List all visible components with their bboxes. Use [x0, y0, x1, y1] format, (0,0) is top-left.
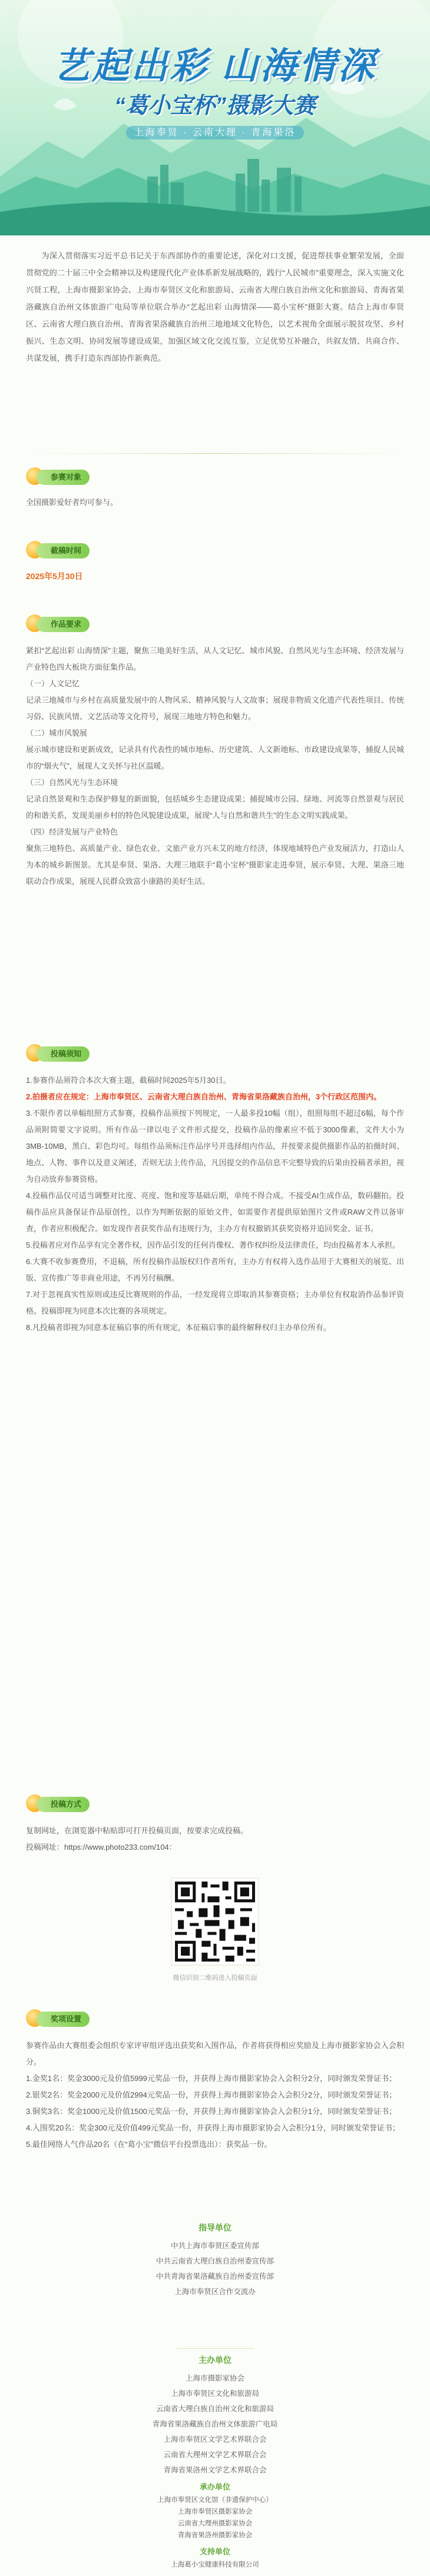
- intro-paragraph: 为深入贯彻落实习近平总书记关于东西部协作的重要论述，深化对口支援，促进帮扶事业繁荣发展，全面贯彻党的二十届三中全会精神以及构建现代化产业体系新发展战略的，践行“人民城市”重要理念，深入实施文化兴贤工程，上海市摄影家协会、上海市奉贤区文化和旅游局、云南省大理白族自治州文化和旅游局、青海省果洛藏族自治州文体旅游广电局等单位联合举办“艺起出彩 山海情深——葛小宝杯”摄影大赛。结合上海市奉贤区、云南省大理白族自治州、青海省果洛藏族自治州三地地域文化特色，以艺术视角全面展示脱贫攻坚、乡村振兴、生态文明、协同发展等建设成果，加强区域文化交流互鉴，立足优势互补融合，共叙友情、共商合作、共谋发展，携手打造东西部协作新典范。: [26, 251, 404, 363]
- rule-item: 5.投稿者应对作品享有完全著作权，因作品引发的任何肖像权、著作权纠纷及法律责任，均由投稿者本人承担。: [26, 1241, 400, 1249]
- scope-text: 全国摄影爱好者均可参与。: [26, 498, 118, 507]
- hero-locations: [0, 125, 430, 138]
- hero-locations-text: 上海奉贤 · 云南大理 · 青海果洛: [126, 126, 304, 139]
- org-host-item: 云南省大理州文学艺术界联合会: [163, 2451, 267, 2459]
- submit-text: 复制网址，在浏览器中粘贴即可打开投稿页面，按要求完成投稿。: [26, 1826, 249, 1835]
- qr-code-graphic: [172, 1879, 258, 1965]
- deadline-wrap: [26, 568, 404, 585]
- org-support-title: 支持单位: [199, 2547, 230, 2556]
- section-title: 截稿时间: [37, 543, 90, 559]
- org-support: [0, 2545, 430, 2571]
- org-guide-item: 中共云南省大理白族自治州委宣传部: [156, 2257, 274, 2265]
- rule-item: 6.大赛不收参赛费用，不退稿，所有投稿作品版权归作者所有，主办方有权将入选作品用于大赛相关的展览、出版、宣传推广等非商业用途，不再另付稿酬。: [26, 1257, 404, 1282]
- award-item: 3.铜奖3名：奖金1000元及价值1500元奖品一份，并获得上海市摄影家协会入会积分1分，同时颁发荣誉证书；: [26, 2107, 397, 2116]
- org-guide: [0, 2222, 430, 2299]
- org-guide-item: 上海市奉贤区合作交流办: [174, 2288, 256, 2296]
- org-guide-title: 指导单位: [199, 2223, 231, 2232]
- submit-body: [26, 1823, 404, 1856]
- theme-item: （四）经济发展与产业特色: [26, 827, 118, 836]
- award-item: 1.金奖1名：奖金3000元及价值5999元奖品一份，并获得上海市摄影家协会入会积分2分，同时颁发荣誉证书；: [26, 2074, 397, 2083]
- org-host-item: 青海省果洛藏族自治州文体旅游广电局: [152, 2420, 278, 2428]
- org-host-item: 云南省大理白族自治州文化和旅游局: [156, 2405, 274, 2413]
- hero-banner: [0, 0, 430, 235]
- theme-body: [26, 643, 404, 890]
- awards-intro: 参赛作品由大赛组委会组织专家评审组评选出获奖和入围作品，作者将获得相应奖励及上海市摄影家协会入会积分。: [26, 2041, 404, 2066]
- theme-item: 记录自然景观和生态保护修复的新面貌，包括城乡生态建设成果；捕捉城市公园、绿地、河流等自然景观与居民的和谐关系，发现美丽乡村的特色风貌建设成果，展现“人与自然和谐共生”的生态文明实践成果。: [26, 795, 404, 820]
- org-host: [0, 2354, 430, 2478]
- org-guide-item: 中共上海市奉贤区委宣传部: [170, 2242, 259, 2250]
- qr-code[interactable]: [171, 1877, 259, 1966]
- org-host-item: 上海市奉贤区文化和旅游局: [170, 2389, 259, 2398]
- theme-item: （一）人文记忆: [26, 679, 80, 688]
- qr-caption: 微信识别二维码进入投稿页面: [173, 1975, 257, 1982]
- theme-item: 展示城市建设和更新成效，记录具有代表性的城市地标、历史建筑、人文新地标、市政建设成果等，捕捉人民城市的“烟火气”，展现人文关怀与社区温暖。: [26, 745, 404, 770]
- rule-item: 3.不限作者以单幅组照方式参赛，投稿作品须按下列规定，一人最多投10幅（组），组照每组不超过6幅，每个作品须附简要文字说明。所有作品一律以电子文件形式提交，投稿作品的像素应不低于3000像素，文件大小为3MB-10MB，黑白、彩色均可。每组作品须标注作品序号并选择组内作品，并按要求提供摄影作品的拍摄时间、地点、人物、事件以及意义阐述，否则无法上传作品，凡因提交的作品信息不完整导致的后果由投稿者承担，视为自动放弃参赛资格。: [26, 1109, 404, 1184]
- award-item: 4.入围奖20名：奖金300元及价值499元奖品一份，并获得上海市摄影家协会入会积分1分，同时颁发荣誉证书；: [26, 2123, 400, 2132]
- award-item: 5.最佳网络人气作品20名（在“葛小宝”微信平台投票选出）：获奖品一份。: [26, 2140, 272, 2149]
- org-host-item: 上海市奉贤区文学艺术界联合会: [163, 2435, 267, 2444]
- theme-item: （二）城市风貌展: [26, 729, 88, 737]
- award-item: 2.银奖2名：奖金2000元及价值2994元奖品一份，并获得上海市摄影家协会入会积分2分，同时颁发荣誉证书；: [26, 2090, 397, 2099]
- org-organizer-title: 承办单位: [199, 2482, 230, 2491]
- theme-intro: 紧扣“艺起出彩 山海情深”主题，聚焦三地美好生活，从人文记忆、城市风貌、自然风光与生态环境、经济发展与产业特色四大板块方面征集作品。: [26, 646, 404, 672]
- hero-title: 艺起出彩 山海情深: [53, 46, 377, 87]
- section-title: 投稿须知: [37, 1046, 90, 1062]
- org-organizer-item: 青海省果洛州摄影家协会: [177, 2532, 253, 2539]
- org-divider: [177, 2348, 253, 2349]
- rule-item: 1.参赛作品须符合本次大赛主题，截稿时间2025年5月30日。: [26, 1076, 231, 1085]
- org-organizer-item: 云南省大理州摄影家协会: [177, 2520, 253, 2527]
- divider: [26, 453, 404, 454]
- org-host-title: 主办单位: [199, 2355, 231, 2365]
- rule-item: 7.对于忽视真实性原则或违反比赛规则的作品，一经发现将立即取消其参赛资格；主办单位有权取消作品参评资格。投稿即视为同意本次比赛的各项规定。: [26, 1290, 404, 1315]
- rule-item: 2.拍摄者应在规定：上海市奉贤区、云南省大理白族自治州、青海省果洛藏族自治州，3个行政区范围内。: [26, 1092, 382, 1101]
- org-host-item: 青海省果洛州文学艺术界联合会: [163, 2466, 267, 2474]
- theme-item: 聚焦三地特色、高质量产业、绿色农业、文旅产业方兴未艾的地方经济，体现地域特色产业发展活力，打造山人为本的城乡新图景。尤其是奉贤、果洛、大理三地联手“葛小宝杯”摄影家走进奉贤，展示奉贤、大理、果洛三地联动合作成果，展现人民群众致富小康路的美好生活。: [26, 844, 404, 886]
- section-title: 参赛对象: [37, 470, 90, 485]
- theme-item: 记录三地城市与乡村在高质量发展中的人物风采、精神风貌与人文故事；展现非物质文化遗产代表性项目、传统习俗、民族风情、文艺活动等文化符号，展现三地地方特色和魅力。: [26, 696, 404, 721]
- section-title: 奖项设置: [37, 2012, 90, 2027]
- theme-item: （三）自然风光与生态环境: [26, 778, 118, 787]
- hero-subtitle: “葛小宝杯”摄影大赛: [114, 94, 316, 118]
- org-organizer-item: 上海市奉贤区摄影家协会: [177, 2508, 253, 2515]
- rule-item: 8.凡投稿者即视为同意本征稿启事的所有规定，本征稿启事的最终解释权归主办单位所有。: [26, 1323, 331, 1332]
- section-title: 投稿方式: [37, 1797, 90, 1812]
- deadline-date: 2025年5月30日: [26, 571, 83, 581]
- awards-body: [26, 2037, 404, 2153]
- org-organizer-item: 上海市奉贤区文化馆（非遗保护中心）: [157, 2497, 273, 2504]
- submit-url[interactable]: 投稿网址：https://www.photo233.com/104：: [26, 1843, 177, 1852]
- rules-body: [26, 1072, 404, 1336]
- org-host-item: 上海市摄影家协会: [185, 2374, 244, 2382]
- org-support-item: 上海葛小宝健康科技有限公司: [171, 2561, 259, 2568]
- section-title: 作品要求: [37, 617, 90, 632]
- org-guide-item: 中共青海省果洛藏族自治州委宣传部: [156, 2272, 274, 2281]
- rule-item: 4.投稿作品仅可适当调整对比度、亮度、饱和度等基础后期，单纯不得合成。不接受AI生成作品，数码翻拍。投稿作品应具备保证作品原创性，以作为判断依据的原始文件，如需要作者提供原始图片文件或RAW文件以备审查，作者应积极配合。如发现作者获奖作品有违规行为，主办方有权撤销其获奖资格并追回奖金、证书。: [26, 1191, 404, 1233]
- org-organizer: [0, 2481, 430, 2541]
